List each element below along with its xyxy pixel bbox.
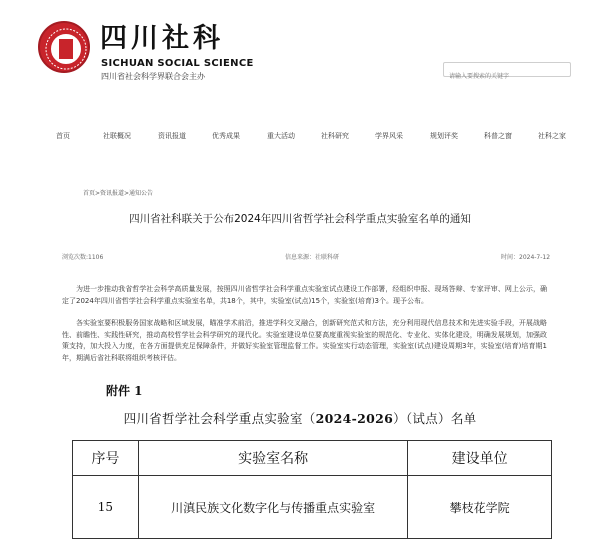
nav-item-about[interactable]: 社联概况 [103,132,131,140]
nav-item-news[interactable]: 资讯报道 [158,132,186,140]
site-title: 四川社科 [100,23,224,54]
header-number: 序号 [73,441,139,476]
nav-item-events[interactable]: 重大活动 [267,132,295,140]
cell-lab-name: 川滇民族文化数字化与传播重点实验室 [138,476,407,539]
site-logo[interactable] [38,21,90,73]
header-unit: 建设单位 [408,441,552,476]
attachment-table-title: 四川省哲学社会科学重点实验室（2024-2026）（试点）名单 [123,411,477,426]
publish-date: 时间：2024-7-12 [501,254,551,261]
site-subtitle: 四川省社会科学界联合会主办 [101,72,205,81]
table-header-row [73,441,552,476]
nav-item-popular-science[interactable]: 科普之窗 [484,132,512,140]
cell-number: 15 [73,476,139,539]
header-lab-name: 实验室名称 [138,441,407,476]
nav-item-scholars[interactable]: 学界风采 [375,132,403,140]
article-title: 四川省社科联关于公布2024年四川省哲学社会科学重点实验室名单的通知 [129,213,471,225]
main-nav [0,131,600,145]
search-input[interactable] [444,70,570,83]
cell-unit: 攀枝花学院 [408,476,552,539]
view-count: 浏览次数:1106 [62,254,104,261]
logo-center [49,32,83,66]
breadcrumb[interactable]: 首页>资讯报道>通知公告 [83,190,154,197]
site-title-en: SICHUAN SOCIAL SCIENCE [101,58,254,69]
nav-item-achievements[interactable]: 优秀成果 [212,132,240,140]
nav-item-home-of-social-science[interactable]: 社科之家 [538,132,566,140]
attachment-label: 附件 1 [106,384,143,398]
info-source: 信息来源：社联科研 [285,254,340,261]
search-box[interactable] [443,62,571,77]
nav-item-home[interactable]: 首页 [56,132,70,140]
article-paragraph: 为进一步推动我省哲学社会科学高质量发展，按照四川省哲学社会科学重点实验室试点建设工作部署，经组织申报、现场答辩、专家评审、网上公示，确定了2024年四川省哲学社会科学重点实验室名单，共18个，其中，实验室(试点)15个，实验室(培育)3个。现予公布。 [62,285,547,305]
nav-item-research[interactable]: 社科研究 [321,132,349,140]
table-row [73,476,552,539]
nav-item-planning[interactable]: 规划评奖 [430,132,458,140]
article-paragraph: 各实验室要积极服务国家战略和区域发展，瞄准学术前沿，推进学科交叉融合，创新研究范式和方法，充分利用现代信息技术和先进实验手段，开展战略性、前瞻性、实践性研究，推动高校哲学社会科学研究的现代化。实验室建设单位要高度重视实验室的规范化、专业化、实体化建设，明确发展规划，加强政策支持，加大投入力度，在各方面提供充足保障条件，并做好实验室管理监督工作。实验室实行动态管理，实验室(试点)建设周期3年，实验室(培育)培育期1年，期满后省社科联将组织考核评估。 [62,319,547,362]
lab-list-table [72,440,552,539]
